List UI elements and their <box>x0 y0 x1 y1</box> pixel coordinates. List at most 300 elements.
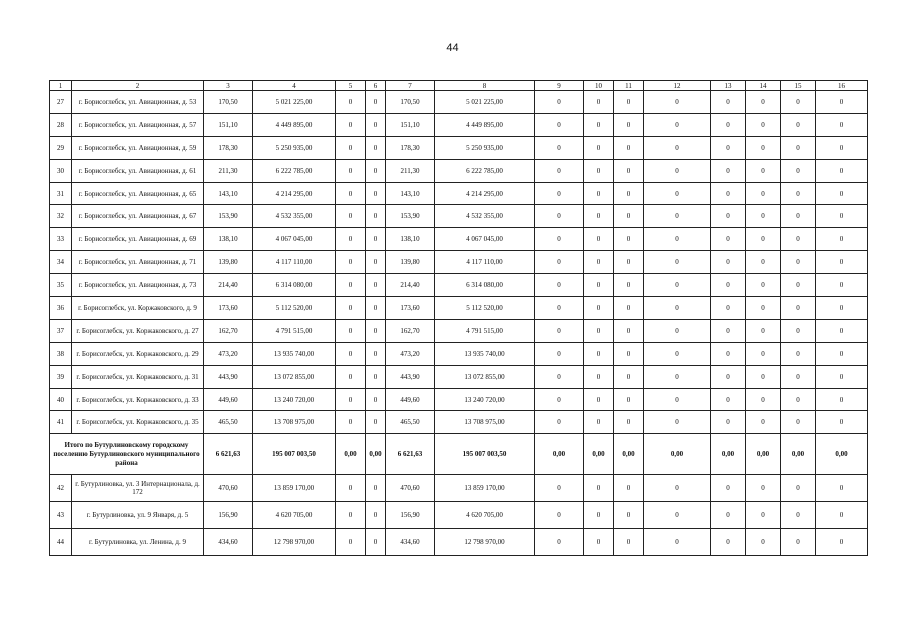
value-cell: 0 <box>366 113 386 136</box>
row-number-cell: 28 <box>50 113 72 136</box>
value-cell: 6 222 785,00 <box>435 159 535 182</box>
value-cell: 0 <box>614 365 644 388</box>
value-cell: 0 <box>816 388 868 411</box>
value-cell: 139,80 <box>386 251 435 274</box>
value-cell: 434,60 <box>204 529 253 556</box>
value-cell: 0 <box>781 274 816 297</box>
row-number-cell: 29 <box>50 136 72 159</box>
value-cell: 13 935 740,00 <box>253 342 336 365</box>
total-cell: 0,00 <box>535 434 584 475</box>
value-cell: 156,90 <box>386 502 435 529</box>
value-cell: 0 <box>614 502 644 529</box>
value-cell: 5 250 935,00 <box>435 136 535 159</box>
value-cell: 0 <box>614 388 644 411</box>
value-cell: 0 <box>336 205 366 228</box>
value-cell: 0 <box>584 411 614 434</box>
value-cell: 470,60 <box>386 475 435 502</box>
value-cell: 4 620 705,00 <box>435 502 535 529</box>
value-cell: 0 <box>781 411 816 434</box>
value-cell: 0 <box>614 319 644 342</box>
row-number-cell: 41 <box>50 411 72 434</box>
value-cell: 0 <box>746 182 781 205</box>
value-cell: 0 <box>816 251 868 274</box>
value-cell: 211,30 <box>386 159 435 182</box>
value-cell: 0 <box>816 319 868 342</box>
column-header: 4 <box>253 81 336 91</box>
value-cell: 0 <box>746 529 781 556</box>
address-cell: г. Борисоглебск, ул. Авиационная, д. 57 <box>72 113 204 136</box>
value-cell: 13 859 170,00 <box>253 475 336 502</box>
value-cell: 138,10 <box>386 228 435 251</box>
value-cell: 139,80 <box>204 251 253 274</box>
value-cell: 0 <box>614 228 644 251</box>
page-number: 44 <box>446 42 459 54</box>
value-cell: 0 <box>711 529 746 556</box>
value-cell: 0 <box>336 319 366 342</box>
value-cell: 0 <box>614 159 644 182</box>
value-cell: 0 <box>535 251 584 274</box>
value-cell: 0 <box>535 136 584 159</box>
value-cell: 0 <box>711 411 746 434</box>
value-cell: 0 <box>336 342 366 365</box>
value-cell: 0 <box>816 502 868 529</box>
row-number-cell: 27 <box>50 91 72 114</box>
value-cell: 0 <box>336 91 366 114</box>
value-cell: 13 240 720,00 <box>435 388 535 411</box>
address-cell: г. Борисоглебск, ул. Коржаковского, д. 9 <box>72 297 204 320</box>
column-header: 6 <box>366 81 386 91</box>
value-cell: 443,90 <box>204 365 253 388</box>
value-cell: 0 <box>336 274 366 297</box>
value-cell: 0 <box>711 228 746 251</box>
value-cell: 153,90 <box>204 205 253 228</box>
value-cell: 4 117 110,00 <box>253 251 336 274</box>
value-cell: 0 <box>366 91 386 114</box>
address-cell: г. Борисоглебск, ул. Коржаковского, д. 27 <box>72 319 204 342</box>
value-cell: 0 <box>336 113 366 136</box>
value-cell: 13 859 170,00 <box>435 475 535 502</box>
column-header: 7 <box>386 81 435 91</box>
value-cell: 465,50 <box>204 411 253 434</box>
value-cell: 0 <box>535 529 584 556</box>
value-cell: 0 <box>644 365 711 388</box>
address-cell: г. Борисоглебск, ул. Авиационная, д. 71 <box>72 251 204 274</box>
value-cell: 4 532 355,00 <box>435 205 535 228</box>
value-cell: 0 <box>366 319 386 342</box>
value-cell: 0 <box>535 342 584 365</box>
table-row <box>50 205 868 228</box>
value-cell: 0 <box>746 475 781 502</box>
value-cell: 443,90 <box>386 365 435 388</box>
value-cell: 0 <box>584 319 614 342</box>
value-cell: 214,40 <box>204 274 253 297</box>
value-cell: 0 <box>535 113 584 136</box>
value-cell: 4 067 045,00 <box>435 228 535 251</box>
value-cell: 0 <box>366 205 386 228</box>
value-cell: 0 <box>644 136 711 159</box>
value-cell: 0 <box>711 113 746 136</box>
value-cell: 0 <box>781 475 816 502</box>
value-cell: 0 <box>781 529 816 556</box>
value-cell: 0 <box>746 342 781 365</box>
value-cell: 0 <box>366 274 386 297</box>
value-cell: 0 <box>584 205 614 228</box>
value-cell: 0 <box>816 411 868 434</box>
value-cell: 0 <box>781 319 816 342</box>
value-cell: 0 <box>711 274 746 297</box>
value-cell: 0 <box>711 91 746 114</box>
value-cell: 0 <box>336 251 366 274</box>
value-cell: 0 <box>336 529 366 556</box>
value-cell: 12 798 970,00 <box>253 529 336 556</box>
value-cell: 0 <box>644 274 711 297</box>
value-cell: 0 <box>746 365 781 388</box>
value-cell: 0 <box>614 251 644 274</box>
value-cell: 0 <box>366 251 386 274</box>
value-cell: 5 112 520,00 <box>435 297 535 320</box>
table-row <box>50 365 868 388</box>
value-cell: 0 <box>816 182 868 205</box>
address-cell: г. Борисоглебск, ул. Авиационная, д. 59 <box>72 136 204 159</box>
value-cell: 0 <box>781 136 816 159</box>
value-cell: 143,10 <box>204 182 253 205</box>
value-cell: 0 <box>366 159 386 182</box>
value-cell: 0 <box>584 113 614 136</box>
value-cell: 5 021 225,00 <box>253 91 336 114</box>
value-cell: 0 <box>614 136 644 159</box>
row-number-cell: 37 <box>50 319 72 342</box>
value-cell: 0 <box>614 529 644 556</box>
value-cell: 0 <box>535 475 584 502</box>
value-cell: 5 021 225,00 <box>435 91 535 114</box>
value-cell: 214,40 <box>386 274 435 297</box>
total-cell: 0,00 <box>366 434 386 475</box>
row-number-cell: 31 <box>50 182 72 205</box>
value-cell: 0 <box>746 136 781 159</box>
value-cell: 0 <box>711 319 746 342</box>
value-cell: 0 <box>816 113 868 136</box>
address-cell: г. Бутурлиновка, ул. 9 Января, д. 5 <box>72 502 204 529</box>
value-cell: 434,60 <box>386 529 435 556</box>
value-cell: 0 <box>584 342 614 365</box>
value-cell: 0 <box>336 475 366 502</box>
address-cell: г. Борисоглебск, ул. Авиационная, д. 65 <box>72 182 204 205</box>
value-cell: 0 <box>644 251 711 274</box>
table-row <box>50 91 868 114</box>
address-cell: г. Борисоглебск, ул. Авиационная, д. 73 <box>72 274 204 297</box>
value-cell: 0 <box>535 228 584 251</box>
value-cell: 0 <box>366 388 386 411</box>
value-cell: 0 <box>781 502 816 529</box>
value-cell: 153,90 <box>386 205 435 228</box>
value-cell: 0 <box>711 159 746 182</box>
value-cell: 0 <box>746 205 781 228</box>
column-header: 1 <box>50 81 72 91</box>
value-cell: 4 620 705,00 <box>253 502 336 529</box>
value-cell: 0 <box>746 274 781 297</box>
row-number-cell: 38 <box>50 342 72 365</box>
table-row <box>50 136 868 159</box>
value-cell: 0 <box>711 136 746 159</box>
table-row <box>50 274 868 297</box>
value-cell: 0 <box>336 136 366 159</box>
total-cell: 195 007 003,50 <box>435 434 535 475</box>
value-cell: 0 <box>746 251 781 274</box>
value-cell: 178,30 <box>204 136 253 159</box>
value-cell: 0 <box>584 475 614 502</box>
value-cell: 0 <box>584 136 614 159</box>
value-cell: 178,30 <box>386 136 435 159</box>
address-cell: г. Борисоглебск, ул. Авиационная, д. 53 <box>72 91 204 114</box>
value-cell: 173,60 <box>386 297 435 320</box>
table-row <box>50 319 868 342</box>
table-row <box>50 502 868 529</box>
value-cell: 0 <box>711 251 746 274</box>
value-cell: 0 <box>816 91 868 114</box>
table-row <box>50 228 868 251</box>
address-cell: г. Бутурлиновка, ул. 3 Интернационала, д. 172 <box>72 475 204 502</box>
value-cell: 0 <box>584 529 614 556</box>
value-cell: 0 <box>336 297 366 320</box>
value-cell: 6 314 080,00 <box>253 274 336 297</box>
column-header: 16 <box>816 81 868 91</box>
value-cell: 0 <box>746 91 781 114</box>
total-row <box>50 434 868 475</box>
value-cell: 449,60 <box>386 388 435 411</box>
value-cell: 0 <box>711 342 746 365</box>
value-cell: 0 <box>614 297 644 320</box>
value-cell: 0 <box>336 182 366 205</box>
row-number-cell: 39 <box>50 365 72 388</box>
address-cell: г. Борисоглебск, ул. Авиационная, д. 67 <box>72 205 204 228</box>
row-number-cell: 34 <box>50 251 72 274</box>
total-cell: 195 007 003,50 <box>253 434 336 475</box>
value-cell: 0 <box>614 182 644 205</box>
column-header: 10 <box>584 81 614 91</box>
address-cell: г. Борисоглебск, ул. Коржаковского, д. 33 <box>72 388 204 411</box>
table-row <box>50 342 868 365</box>
table-row <box>50 159 868 182</box>
value-cell: 162,70 <box>386 319 435 342</box>
table-row <box>50 251 868 274</box>
value-cell: 151,10 <box>386 113 435 136</box>
total-cell: 0,00 <box>781 434 816 475</box>
row-number-cell: 35 <box>50 274 72 297</box>
value-cell: 0 <box>614 113 644 136</box>
value-cell: 5 250 935,00 <box>253 136 336 159</box>
row-number-cell: 30 <box>50 159 72 182</box>
value-cell: 0 <box>584 182 614 205</box>
value-cell: 13 240 720,00 <box>253 388 336 411</box>
value-cell: 0 <box>711 205 746 228</box>
total-cell: 0,00 <box>746 434 781 475</box>
value-cell: 0 <box>644 502 711 529</box>
value-cell: 0 <box>535 91 584 114</box>
value-cell: 0 <box>781 182 816 205</box>
value-cell: 0 <box>644 205 711 228</box>
value-cell: 0 <box>746 411 781 434</box>
table-row <box>50 529 868 556</box>
table-row <box>50 113 868 136</box>
value-cell: 173,60 <box>204 297 253 320</box>
value-cell: 0 <box>336 502 366 529</box>
value-cell: 0 <box>781 91 816 114</box>
value-cell: 0 <box>366 365 386 388</box>
address-cell: г. Борисоглебск, ул. Авиационная, д. 69 <box>72 228 204 251</box>
value-cell: 0 <box>781 365 816 388</box>
value-cell: 0 <box>746 319 781 342</box>
value-cell: 12 798 970,00 <box>435 529 535 556</box>
total-cell: 0,00 <box>816 434 868 475</box>
value-cell: 0 <box>366 475 386 502</box>
value-cell: 0 <box>614 91 644 114</box>
value-cell: 0 <box>644 91 711 114</box>
value-cell: 170,50 <box>204 91 253 114</box>
value-cell: 0 <box>781 159 816 182</box>
value-cell: 0 <box>644 411 711 434</box>
value-cell: 0 <box>816 475 868 502</box>
value-cell: 0 <box>644 475 711 502</box>
column-header: 14 <box>746 81 781 91</box>
total-cell: 6 621,63 <box>386 434 435 475</box>
value-cell: 4 449 895,00 <box>253 113 336 136</box>
value-cell: 0 <box>816 159 868 182</box>
row-number-cell: 33 <box>50 228 72 251</box>
address-cell: г. Борисоглебск, ул. Коржаковского, д. 29 <box>72 342 204 365</box>
row-number-cell: 43 <box>50 502 72 529</box>
value-cell: 0 <box>711 388 746 411</box>
value-cell: 4 214 295,00 <box>435 182 535 205</box>
value-cell: 0 <box>535 365 584 388</box>
value-cell: 4 067 045,00 <box>253 228 336 251</box>
value-cell: 470,60 <box>204 475 253 502</box>
value-cell: 0 <box>336 159 366 182</box>
value-cell: 0 <box>614 274 644 297</box>
column-number-header <box>50 81 868 91</box>
address-cell: г. Бутурлиновка, ул. Ленина, д. 9 <box>72 529 204 556</box>
value-cell: 0 <box>816 136 868 159</box>
value-cell: 0 <box>535 502 584 529</box>
value-cell: 170,50 <box>386 91 435 114</box>
column-header: 13 <box>711 81 746 91</box>
value-cell: 0 <box>644 319 711 342</box>
value-cell: 0 <box>336 411 366 434</box>
value-cell: 162,70 <box>204 319 253 342</box>
value-cell: 151,10 <box>204 113 253 136</box>
address-cell: г. Борисоглебск, ул. Коржаковского, д. 35 <box>72 411 204 434</box>
value-cell: 0 <box>781 297 816 320</box>
value-cell: 0 <box>644 159 711 182</box>
value-cell: 13 935 740,00 <box>435 342 535 365</box>
value-cell: 0 <box>781 342 816 365</box>
value-cell: 0 <box>644 342 711 365</box>
total-cell: 0,00 <box>644 434 711 475</box>
value-cell: 0 <box>366 182 386 205</box>
column-header: 3 <box>204 81 253 91</box>
table-row <box>50 297 868 320</box>
value-cell: 5 112 520,00 <box>253 297 336 320</box>
value-cell: 0 <box>781 388 816 411</box>
row-number-cell: 40 <box>50 388 72 411</box>
housing-register-table <box>49 80 868 556</box>
value-cell: 0 <box>584 365 614 388</box>
value-cell: 0 <box>746 113 781 136</box>
value-cell: 0 <box>781 228 816 251</box>
value-cell: 0 <box>584 251 614 274</box>
value-cell: 0 <box>746 502 781 529</box>
value-cell: 0 <box>336 228 366 251</box>
value-cell: 0 <box>535 159 584 182</box>
total-cell: 0,00 <box>336 434 366 475</box>
value-cell: 0 <box>816 228 868 251</box>
value-cell: 0 <box>781 251 816 274</box>
value-cell: 13 708 975,00 <box>253 411 336 434</box>
value-cell: 6 222 785,00 <box>253 159 336 182</box>
value-cell: 0 <box>746 297 781 320</box>
table-row <box>50 475 868 502</box>
value-cell: 449,60 <box>204 388 253 411</box>
value-cell: 0 <box>816 365 868 388</box>
value-cell: 0 <box>584 91 614 114</box>
value-cell: 0 <box>711 297 746 320</box>
value-cell: 0 <box>535 182 584 205</box>
value-cell: 0 <box>816 274 868 297</box>
value-cell: 13 072 855,00 <box>253 365 336 388</box>
row-number-cell: 44 <box>50 529 72 556</box>
value-cell: 0 <box>644 113 711 136</box>
value-cell: 0 <box>644 228 711 251</box>
value-cell: 0 <box>711 502 746 529</box>
value-cell: 13 072 855,00 <box>435 365 535 388</box>
value-cell: 0 <box>366 529 386 556</box>
value-cell: 0 <box>711 365 746 388</box>
value-cell: 0 <box>584 274 614 297</box>
value-cell: 0 <box>535 388 584 411</box>
value-cell: 6 314 080,00 <box>435 274 535 297</box>
column-header: 12 <box>644 81 711 91</box>
value-cell: 0 <box>614 205 644 228</box>
value-cell: 0 <box>746 159 781 182</box>
total-cell: 6 621,63 <box>204 434 253 475</box>
value-cell: 4 449 895,00 <box>435 113 535 136</box>
value-cell: 0 <box>781 205 816 228</box>
value-cell: 0 <box>584 388 614 411</box>
value-cell: 0 <box>535 297 584 320</box>
value-cell: 0 <box>336 388 366 411</box>
total-cell: 0,00 <box>711 434 746 475</box>
value-cell: 0 <box>366 342 386 365</box>
address-cell: г. Борисоглебск, ул. Авиационная, д. 61 <box>72 159 204 182</box>
table-row <box>50 411 868 434</box>
value-cell: 0 <box>644 297 711 320</box>
column-header: 15 <box>781 81 816 91</box>
value-cell: 473,20 <box>204 342 253 365</box>
value-cell: 4 532 355,00 <box>253 205 336 228</box>
value-cell: 0 <box>711 475 746 502</box>
value-cell: 0 <box>535 319 584 342</box>
value-cell: 0 <box>781 113 816 136</box>
row-number-cell: 32 <box>50 205 72 228</box>
value-cell: 0 <box>746 228 781 251</box>
table-row <box>50 182 868 205</box>
value-cell: 0 <box>644 529 711 556</box>
value-cell: 138,10 <box>204 228 253 251</box>
value-cell: 13 708 975,00 <box>435 411 535 434</box>
value-cell: 0 <box>535 274 584 297</box>
value-cell: 465,50 <box>386 411 435 434</box>
value-cell: 0 <box>336 365 366 388</box>
value-cell: 0 <box>816 529 868 556</box>
